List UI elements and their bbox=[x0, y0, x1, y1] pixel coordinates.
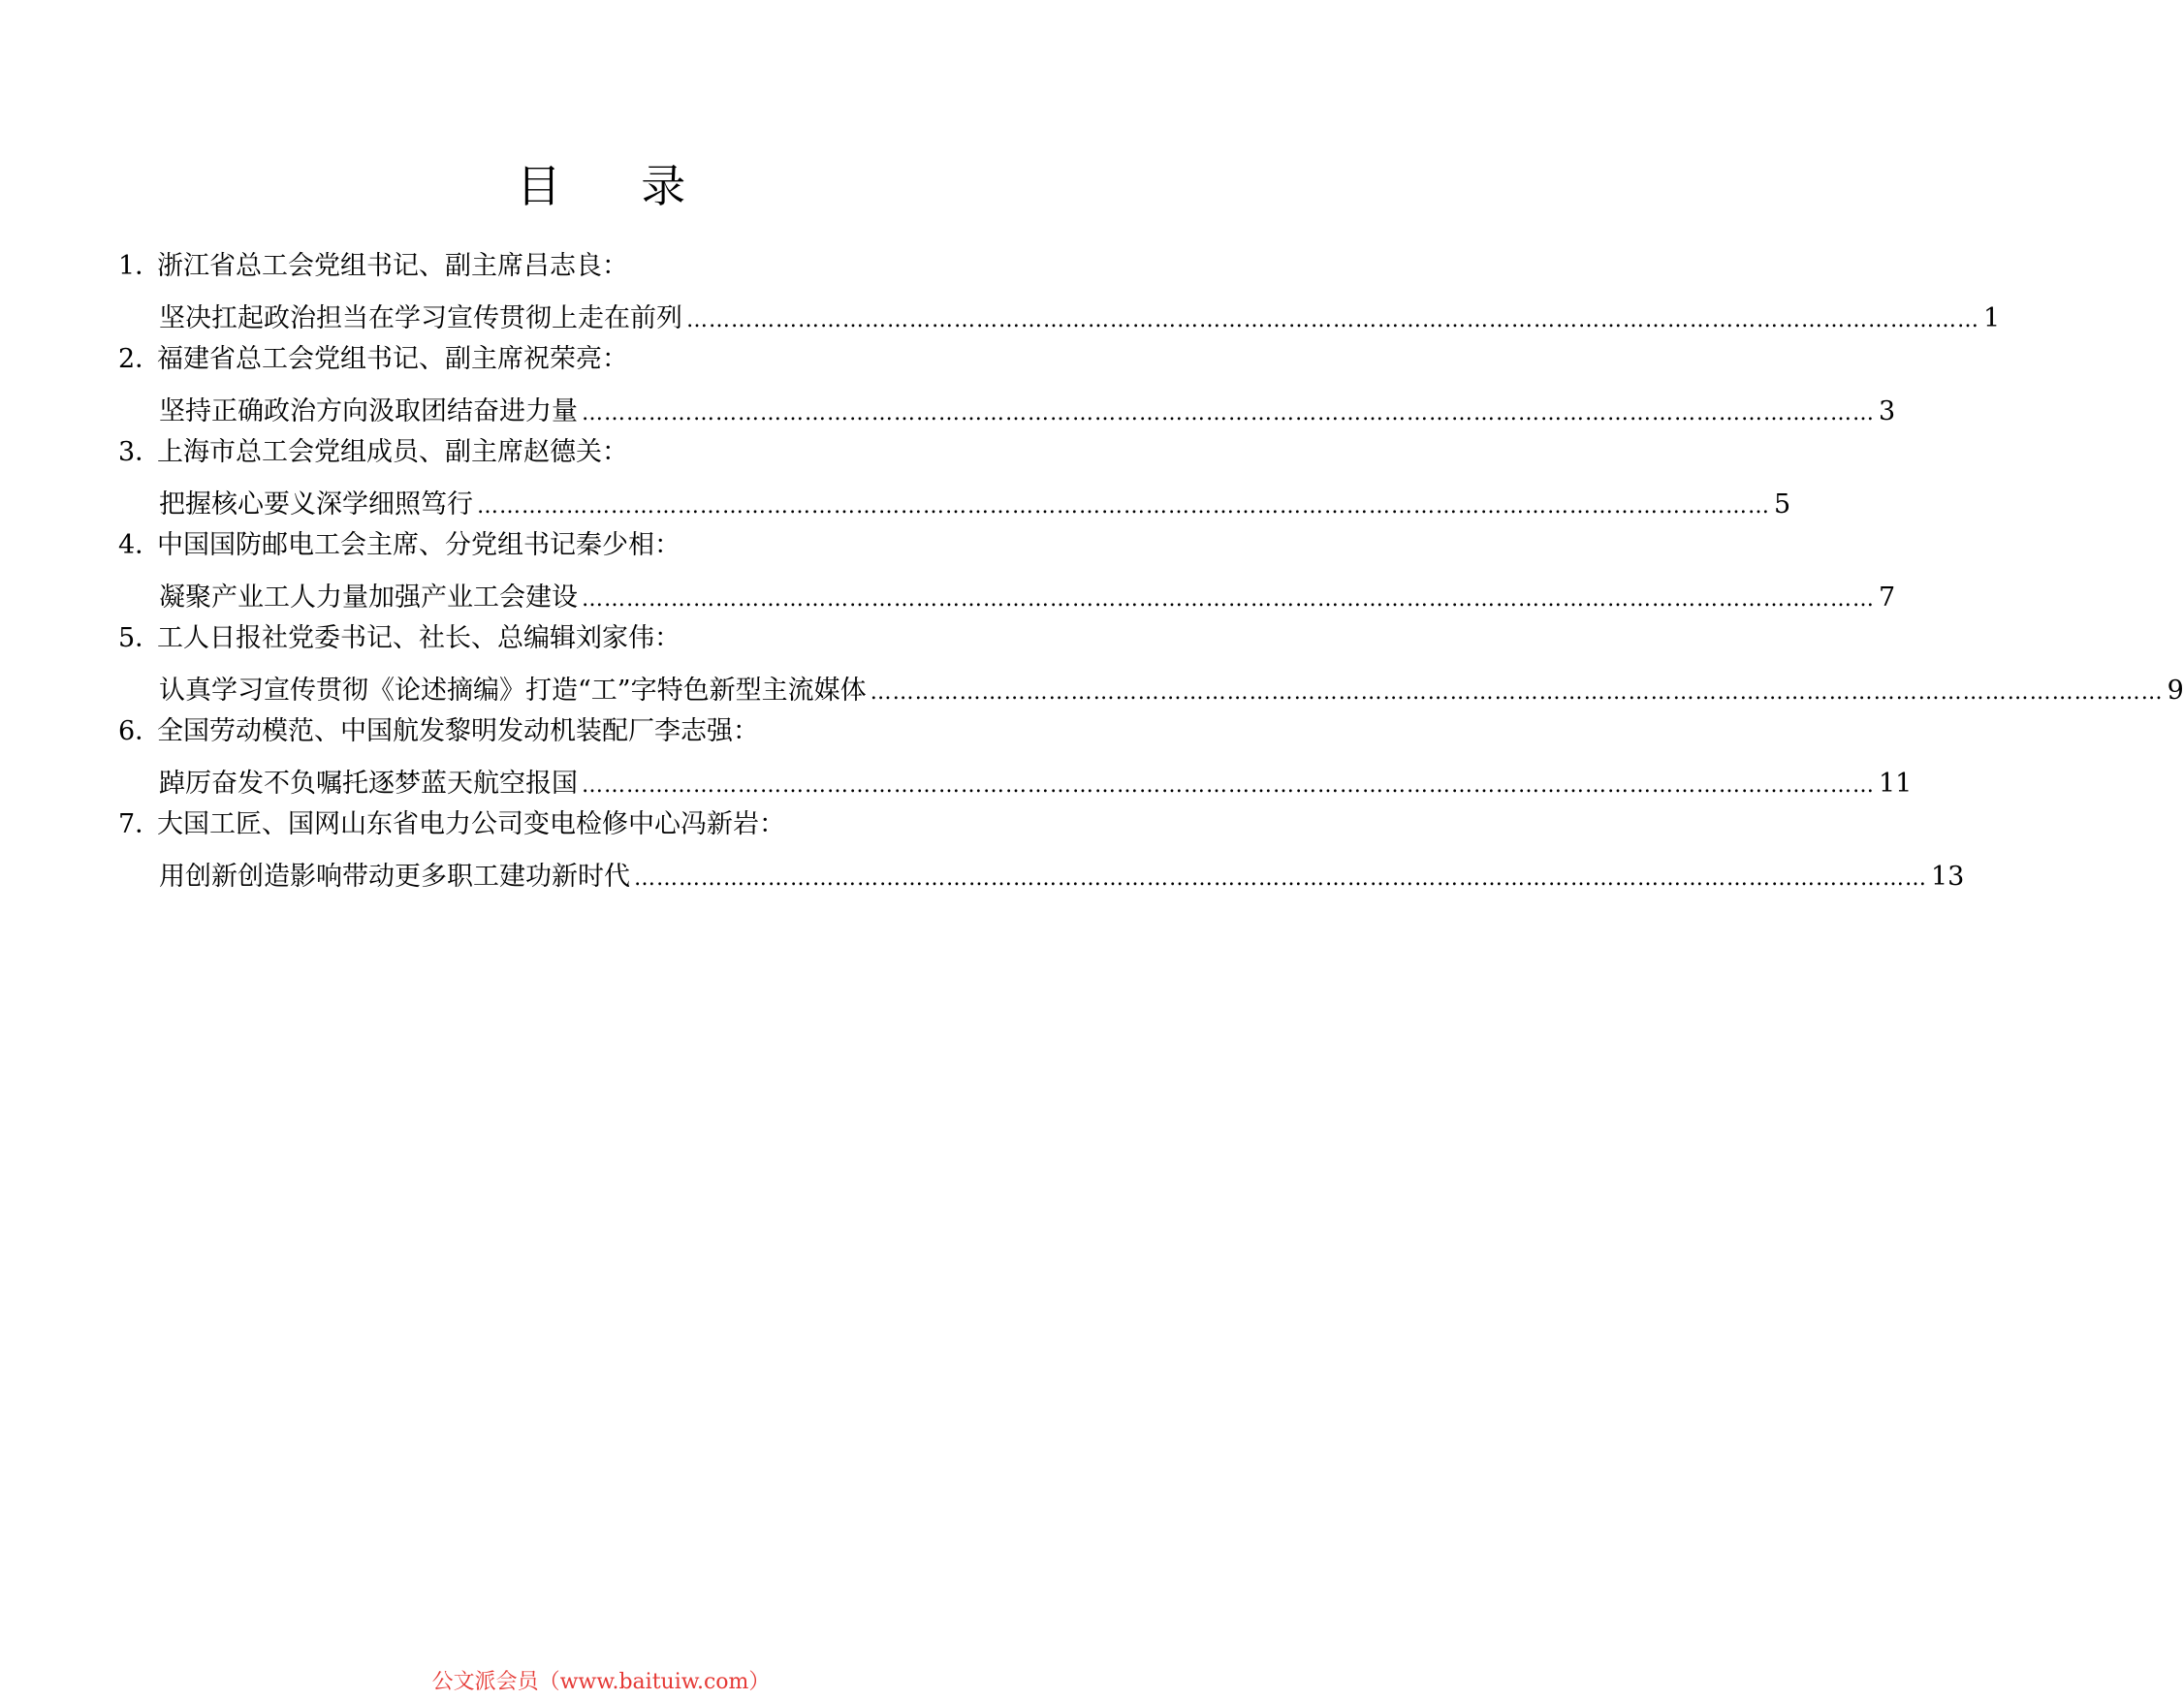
toc-entry-title: 凝聚产业工人力量加强产业工会建设 bbox=[159, 582, 578, 613]
toc-entry-author-line bbox=[118, 240, 1088, 293]
toc-entry-page: 9 bbox=[2167, 676, 2184, 706]
footer-watermark[interactable]: 公文派会员（www.baituiw.com） bbox=[431, 1670, 771, 1694]
toc-entry-page: 5 bbox=[1774, 489, 1791, 519]
toc-leader-dots: ………………………………………………………………………………………………………………………………………………………… bbox=[686, 308, 1979, 332]
toc-entry-page: 13 bbox=[1931, 862, 1965, 892]
toc-entry-author: 工人日报社党委书记、社长、总编辑刘家伟： bbox=[157, 623, 681, 653]
toc-leader-dots: ………………………………………………………………………………………………………………………………………………………… bbox=[582, 587, 1875, 612]
toc-entry-title-line[interactable] bbox=[159, 665, 2184, 717]
toc-entry-title-line[interactable] bbox=[159, 479, 1791, 531]
toc-entry-title-line[interactable] bbox=[159, 293, 2001, 345]
toc-entry-page: 7 bbox=[1879, 582, 1896, 613]
toc-entry bbox=[118, 519, 1896, 613]
toc-entry-title: 认真学习宣传贯彻《论述摘编》打造“工”字特色新型主流媒体 bbox=[159, 676, 867, 706]
toc-entry-title-line[interactable] bbox=[159, 386, 1896, 438]
toc-entry-title: 用创新创造影响带动更多职工建功新时代 bbox=[159, 862, 630, 892]
toc-entry-title: 坚持正确政治方向汲取团结奋进力量 bbox=[159, 396, 578, 426]
toc-entry-title-line[interactable] bbox=[159, 572, 1896, 624]
toc-entry-number: 2． bbox=[118, 344, 162, 374]
toc-entry bbox=[118, 706, 1913, 799]
toc-entry-number: 3． bbox=[118, 437, 162, 467]
toc-entry bbox=[118, 799, 1965, 892]
toc-entry-title: 坚决扛起政治担当在学习宣传贯彻上走在前列 bbox=[159, 303, 682, 333]
toc-entry-title: 把握核心要义深学细照笃行 bbox=[159, 489, 473, 519]
toc-entry-number: 4． bbox=[118, 530, 162, 560]
toc-entry-author: 上海市总工会党组成员、副主席赵德关： bbox=[157, 437, 628, 467]
toc-leader-dots: ………………………………………………………………………………………………………………………………………………………… bbox=[634, 866, 1927, 891]
toc-entry-title-line[interactable] bbox=[159, 851, 1965, 903]
toc-leader-dots: ………………………………………………………………………………………………………………………………………………………… bbox=[477, 494, 1770, 519]
table-of-contents bbox=[118, 240, 2184, 892]
toc-entry-page: 11 bbox=[1879, 769, 1913, 799]
toc-entry-title: 踔厉奋发不负嘱托逐梦蓝天航空报国 bbox=[159, 769, 578, 799]
toc-entry-page: 3 bbox=[1879, 396, 1896, 426]
toc-entry-author: 大国工匠、国网山东省电力公司变电检修中心冯新岩： bbox=[157, 809, 785, 839]
toc-entry-number: 1． bbox=[118, 251, 162, 281]
toc-entry bbox=[118, 613, 2184, 706]
toc-entry-author: 福建省总工会党组书记、副主席祝荣亮： bbox=[157, 344, 628, 374]
toc-entry-author: 全国劳动模范、中国航发黎明发动机装配厂李志强： bbox=[157, 716, 759, 746]
toc-entry-author: 中国国防邮电工会主席、分党组书记秦少相： bbox=[157, 530, 681, 560]
toc-leader-dots: ………………………………………………………………………………………………………………………………………………………… bbox=[870, 680, 2164, 705]
toc-entry-title-line[interactable] bbox=[159, 758, 1913, 810]
toc-leader-dots: ………………………………………………………………………………………………………………………………………………………… bbox=[582, 401, 1875, 425]
toc-entry-number: 6． bbox=[118, 716, 162, 746]
toc-entry-page: 1 bbox=[1983, 303, 2001, 333]
toc-entry-number: 5． bbox=[118, 623, 162, 653]
page-title: 目 录 bbox=[516, 160, 719, 212]
toc-entry bbox=[118, 333, 1896, 426]
toc-entry-number: 7． bbox=[118, 809, 162, 839]
toc-entry bbox=[118, 426, 1791, 519]
toc-entry bbox=[118, 240, 2001, 333]
toc-entry-author: 浙江省总工会党组书记、副主席吕志良： bbox=[157, 251, 628, 281]
toc-leader-dots: ………………………………………………………………………………………………………………………………………………………… bbox=[582, 773, 1875, 798]
